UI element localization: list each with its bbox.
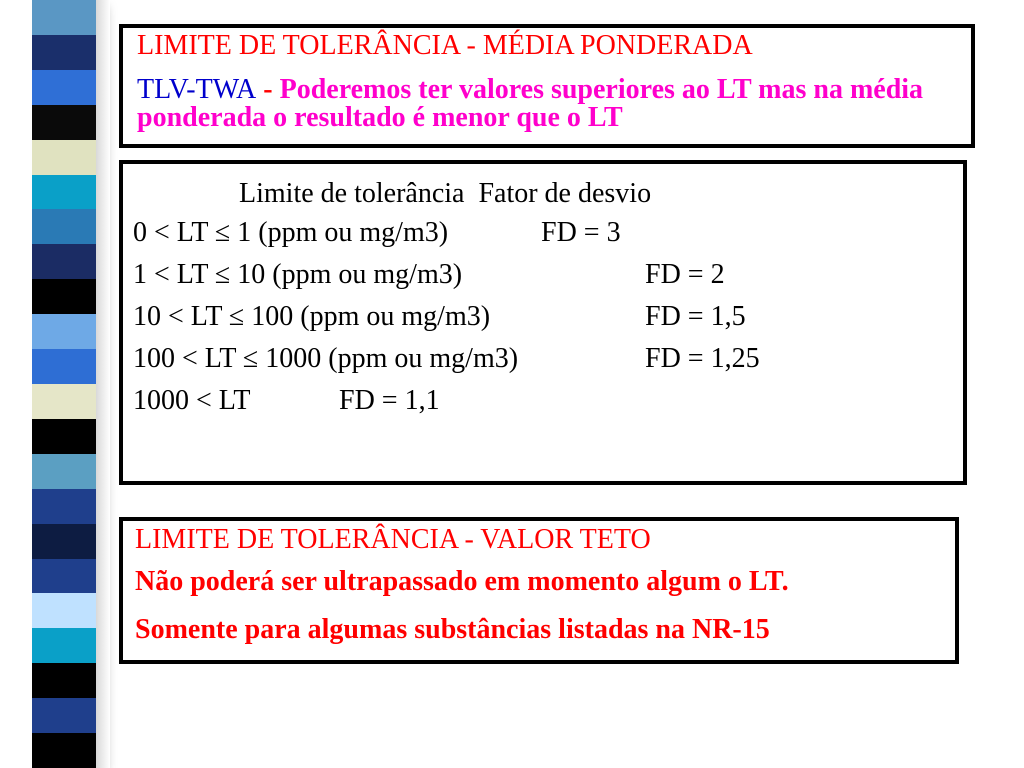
stripe-segment (32, 0, 96, 35)
fator-desvio-table (119, 160, 967, 485)
deviation-factor: FD = 2 (645, 259, 725, 290)
stripe-segment (32, 524, 96, 559)
stripe-segment (32, 314, 96, 349)
stripe-segment (32, 105, 96, 140)
stripe-segment (32, 209, 96, 244)
deviation-factor: FD = 1,1 (339, 385, 440, 416)
separator-dash: - (256, 74, 280, 105)
header-limite: Limite de tolerância (239, 178, 465, 209)
ponderada-title: LIMITE DE TOLERÂNCIA - MÉDIA PONDERADA (137, 30, 753, 61)
stripe-segment (32, 733, 96, 768)
table-rows (133, 212, 953, 422)
table-row (133, 254, 953, 296)
stripe-segment (32, 349, 96, 384)
stripe-segment (32, 454, 96, 489)
stripe-segment (32, 279, 96, 314)
table-row (133, 296, 953, 338)
ponderada-box (119, 24, 975, 148)
stripe-bar-edge (96, 0, 110, 768)
stripe-segment (32, 559, 96, 594)
stripe-segment (32, 593, 96, 628)
stripe-segment (32, 489, 96, 524)
limit-range: 1000 < LT (133, 385, 251, 416)
stripe-segment (32, 140, 96, 175)
deviation-factor: FD = 1,5 (645, 301, 746, 332)
stripe-segment (32, 663, 96, 698)
tlv-twa-acronym: TLV-TWA (137, 74, 257, 105)
stripe-segment (32, 628, 96, 663)
decorative-stripe-bar (32, 0, 96, 768)
teto-box (119, 517, 959, 664)
limit-range: 0 < LT ≤ 1 (ppm ou mg/m3) (133, 217, 449, 248)
limit-range: 1 < LT ≤ 10 (ppm ou mg/m3) (133, 259, 463, 290)
teto-title: LIMITE DE TOLERÂNCIA - VALOR TETO (135, 524, 651, 555)
table-row (133, 380, 953, 422)
limit-range: 10 < LT ≤ 100 (ppm ou mg/m3) (133, 301, 491, 332)
ponderada-description-block (137, 76, 957, 132)
stripe-segment (32, 244, 96, 279)
ponderada-description: Poderemos ter valores superiores ao LT mas na média ponderada o resultado é menor que o LT (137, 74, 924, 133)
stripe-segment (32, 70, 96, 105)
table-row (133, 338, 953, 380)
table-header (133, 176, 953, 212)
deviation-factor: FD = 1,25 (645, 343, 760, 374)
stripe-segment (32, 35, 96, 70)
stripe-segment (32, 384, 96, 419)
teto-line-2: Somente para algumas substâncias listadas na NR-15 (135, 614, 770, 645)
table-row (133, 212, 953, 254)
stripe-segment (32, 419, 96, 454)
teto-line-1: Não poderá ser ultrapassado em momento algum o LT. (135, 566, 789, 597)
limit-range: 100 < LT ≤ 1000 (ppm ou mg/m3) (133, 343, 519, 374)
deviation-factor: FD = 3 (541, 217, 621, 248)
stripe-segment (32, 698, 96, 733)
stripe-segment (32, 175, 96, 210)
header-fator: Fator de desvio (478, 178, 652, 209)
